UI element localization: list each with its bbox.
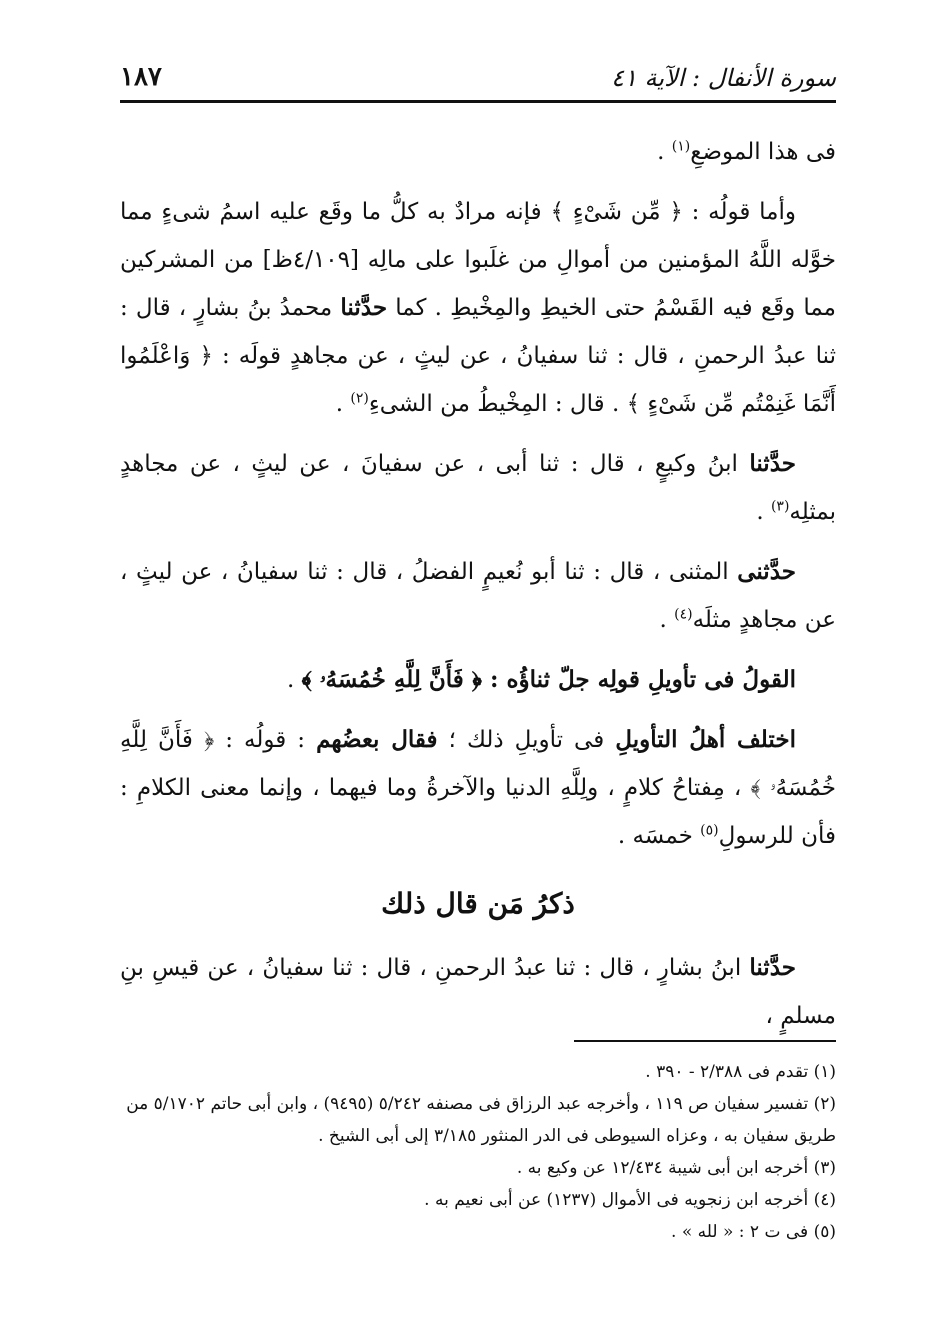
paragraph xyxy=(120,944,836,1040)
quran-quote: ﴿ فَأَنَّ لِلَّهِ خُمُسَهُۥ ﴾ xyxy=(120,727,836,801)
footnote-ref: (٥) xyxy=(700,822,719,839)
footnote: (٢) تفسير سفيان ص ١١٩ ، وأخرجه عبد الرزاق فى مصنفه ٥/٢٤٢ (٩٤٩٥) ، وابن أبى حاتم ٥/١٧٠٢ من طريق سفيان به ، وعزاه السيوطى فى الدر المنثور ٣/١٨٥ إلى أبى الشيخ . xyxy=(126,1094,836,1146)
narration-marker: حدَّثنا xyxy=(340,294,388,321)
paragraph xyxy=(120,656,836,704)
quran-quote: ﴿ مِّن شَىْءٍ ﴾ xyxy=(550,199,683,225)
text: فإنه مرادٌ به كلُّ ما وقَع عليه اسمُ شىءٍ مما خوَّله اللَّهُ المؤمنين من أموالِ من غلَبوا على مالِه [٤/١٠٩ظ] من المشركين مما وقَع فيه القَسْمُ حتى الخيطِ والمِخْيطِ . كما xyxy=(120,199,837,321)
footnote: (٣) أخرجه ابن أبى شيبة ١٢/٤٣٤ عن وكيع به . xyxy=(516,1158,836,1178)
page-number: ١٨٧ xyxy=(120,62,162,92)
footnote-ref: (٣) xyxy=(770,498,790,515)
text: ، مِفتاحُ كلامٍ ، ولِلَّهِ الدنيا والآخرةُ وما فيهما ، وإنما معنى الكلامِ : فأن للرسولِ xyxy=(120,775,836,849)
bold-phrase: فقال بعضُهم xyxy=(316,726,438,753)
main-text xyxy=(120,128,836,1052)
text: ابنُ وكيعٍ ، قال : ثنا أبى ، عن سفيانَ ، عن ليثٍ ، عن مجاهدٍ بمثلِه xyxy=(120,451,836,525)
paragraph xyxy=(120,440,836,536)
footnote-ref: (١) xyxy=(671,138,691,155)
text: . xyxy=(659,607,675,633)
paragraph xyxy=(120,716,836,860)
text: . xyxy=(286,667,302,693)
narration-marker: حدَّثنا xyxy=(749,954,796,981)
text: . قال : المِخْيطُ من الشىءِ xyxy=(368,391,627,417)
quran-quote: ﴿ وَاعْلَمُوا أَنَّمَا غَنِمْتُم مِّن شَىْءٍ ﴾ xyxy=(120,343,836,417)
text: ابنُ بشارٍ ، قال : ثنا عبدُ الرحمنِ ، قال : ثنا سفيانُ ، عن قيسِ بنِ مسلمٍ ، xyxy=(120,955,836,1029)
footnote: (٤) أخرجه ابن زنجويه فى الأموال (١٢٣٧) عن أبى نعيم به . xyxy=(424,1190,836,1210)
text: فى هذا الموضعِ xyxy=(690,139,836,165)
footnote-divider xyxy=(574,1040,836,1042)
text: محمدُ بنُ بشارٍ ، قال : ثنا عبدُ الرحمنِ ، قال : ثنا سفيانُ ، عن ليثٍ ، عن مجاهدٍ قولَه : xyxy=(120,295,836,369)
text: . xyxy=(335,391,351,417)
text: المثنى ، قال : ثنا أبو نُعيمٍ الفضلُ ، قال : ثنا سفيانُ ، عن ليثٍ ، عن مجاهدٍ مثلَه xyxy=(120,559,836,633)
narration-marker: حدَّثنا xyxy=(749,450,796,477)
paragraph xyxy=(120,548,836,644)
text: . xyxy=(756,499,771,525)
text: فى تأويلِ ذلك ؛ xyxy=(437,727,616,753)
footnote: (٥) فى ت ٢ : « لله » . xyxy=(671,1222,836,1242)
footnote: (١) تقدم فى ٢/٣٨٨ - ٣٩٠ . xyxy=(645,1062,836,1082)
text: : قولُه : xyxy=(214,727,317,753)
section-title: ذكرُ مَن قال ذلك xyxy=(381,887,575,920)
footnote-ref: (٢) xyxy=(350,390,369,407)
bold-phrase: اختلف أهلُ التأويلِ xyxy=(615,726,796,753)
narration-marker: حدَّثنى xyxy=(737,558,796,585)
running-header xyxy=(120,52,836,103)
paragraph xyxy=(120,128,836,176)
heading-inline: القولُ فى تأويلِ قولِه جلّ ثناؤُه : xyxy=(481,666,796,693)
text: . xyxy=(657,139,672,165)
text: خمسَه . xyxy=(617,823,701,849)
footnote-ref: (٤) xyxy=(674,606,693,623)
quran-quote: ﴿ فَأَنَّ لِلَّهِ خُمُسَهُۥ ﴾ xyxy=(301,666,482,693)
footnotes xyxy=(120,1040,836,1248)
paragraph xyxy=(120,188,836,428)
surah-title: سورة الأنفال : الآية ٤١ xyxy=(611,64,836,92)
text: وأما قولُه : xyxy=(682,199,796,225)
